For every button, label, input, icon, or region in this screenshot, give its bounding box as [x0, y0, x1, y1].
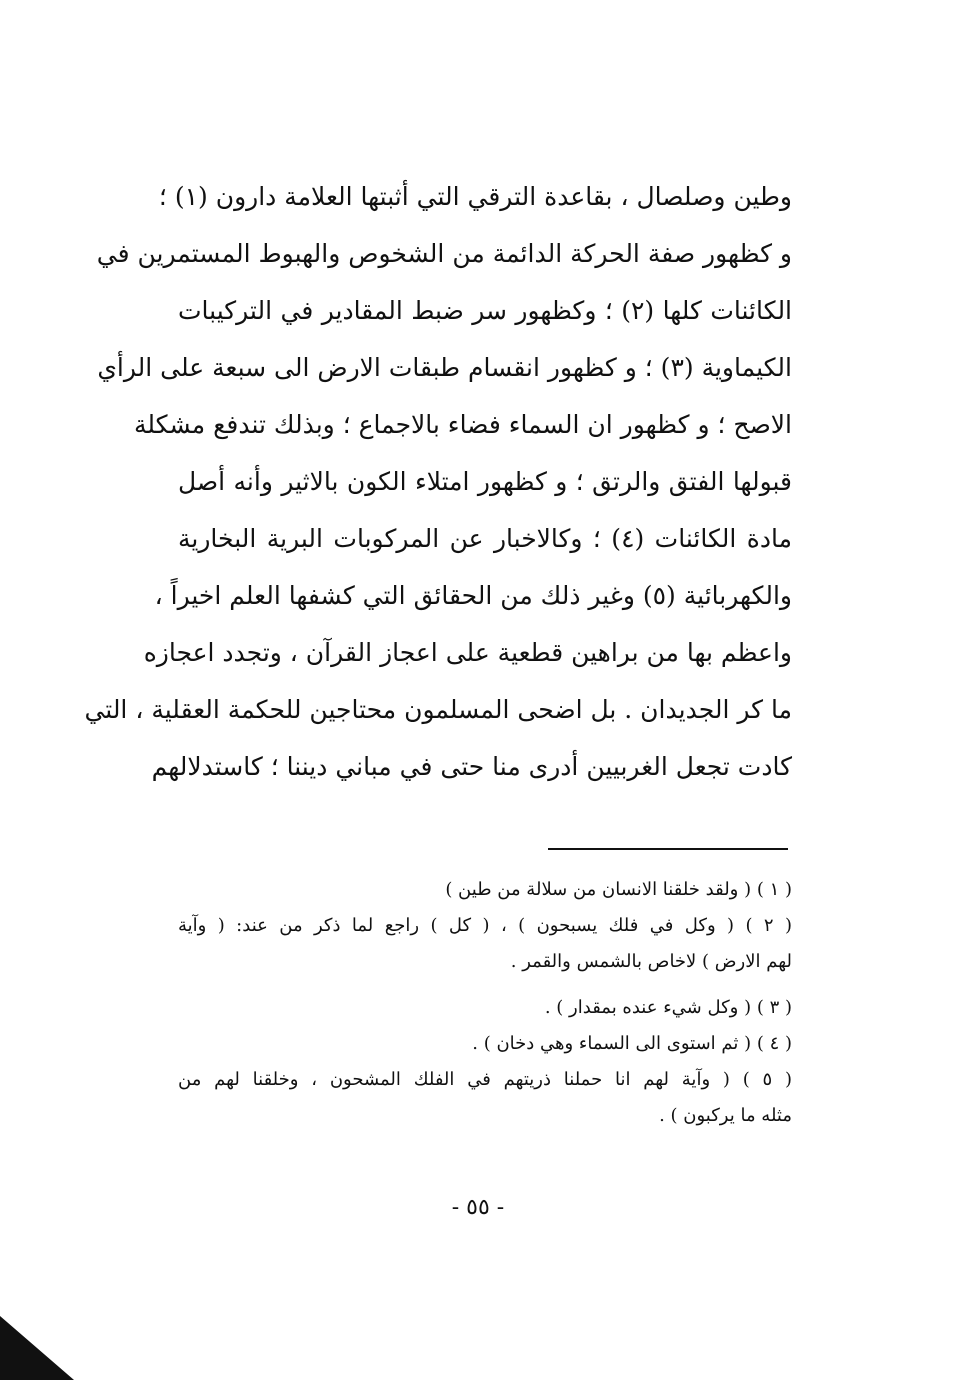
footnote-5: ( ٥ ) ( وآية لهم انا حملنا ذريتهم في الفلك المشحون ، وخلقنا لهم من: [178, 1069, 793, 1090]
text-line: الكائنات كلها (٢) ؛ وكظهور سر ضبط المقادير في التركيبات: [178, 296, 793, 325]
footnotes: [178, 872, 792, 1134]
footnote-4: ( ٤ ) ( ثم استوى الى السماء وهي دخان ) .: [472, 1033, 792, 1054]
text-line: وطين وصلصال ، بقاعدة الترقي التي أثبتها العلامة دارون (١) ؛: [158, 182, 792, 211]
main-text: [84, 168, 793, 795]
footnote-1: ( ١ ) ( ولقد خلقنا الانسان من سلالة من طين ): [445, 879, 792, 900]
text-line: واعظم بها من براهين قطعية على اعجاز القرآن ، وتجدد اعجازه: [143, 638, 792, 667]
text-line: والكهربائية (٥) وغير ذلك من الحقائق التي كشفها العلم اخيراً ،: [154, 581, 792, 610]
text-line: و كظهور صفة الحركة الدائمة من الشخوص والهبوط المستمرين في: [96, 239, 792, 268]
text-line: كادت تجعل الغربيين أدرى منا حتى في مباني ديننا ؛ كاستدلالهم: [151, 752, 792, 781]
scan-corner-shadow: [0, 1316, 74, 1380]
footnote-3: ( ٣ ) ( وكل شيء عنده بمقدار ) .: [544, 997, 792, 1018]
page-number: - ٥٥ -: [451, 1195, 505, 1220]
footnote-2-continued: لهم الارض ) لاخاص بالشمس والقمر .: [510, 951, 792, 972]
footnote-divider: [548, 848, 788, 850]
text-line: الاصح ؛ و كظهور ان السماء فضاء بالاجماع ؛ وبذلك تندفع مشكلة: [133, 410, 792, 439]
text-line: قبولها الفتق والرتق ؛ و كظهور امتلاء الكون بالاثير وأنه أصل: [178, 467, 792, 496]
text-line: الكيماوية (٣) ؛ و كظهور انقسام طبقات الارض الى سبعة على الرأي: [97, 353, 792, 382]
text-line: مادة الكائنات (٤) ؛ وكالاخبار عن المركوبات البرية البخارية: [178, 524, 792, 553]
footnote-2: ( ٢ ) ( وكل في فلك يسبحون ) ، ( كل ) راجع لما ذكر من عند: ( وآية: [178, 915, 793, 936]
footnote-5-continued: مثله ما يركبون ) .: [659, 1105, 792, 1126]
text-line: ما كر الجديدان . بل اضحى المسلمون محتاجين للحكمة العقلية ، التي: [84, 695, 792, 724]
